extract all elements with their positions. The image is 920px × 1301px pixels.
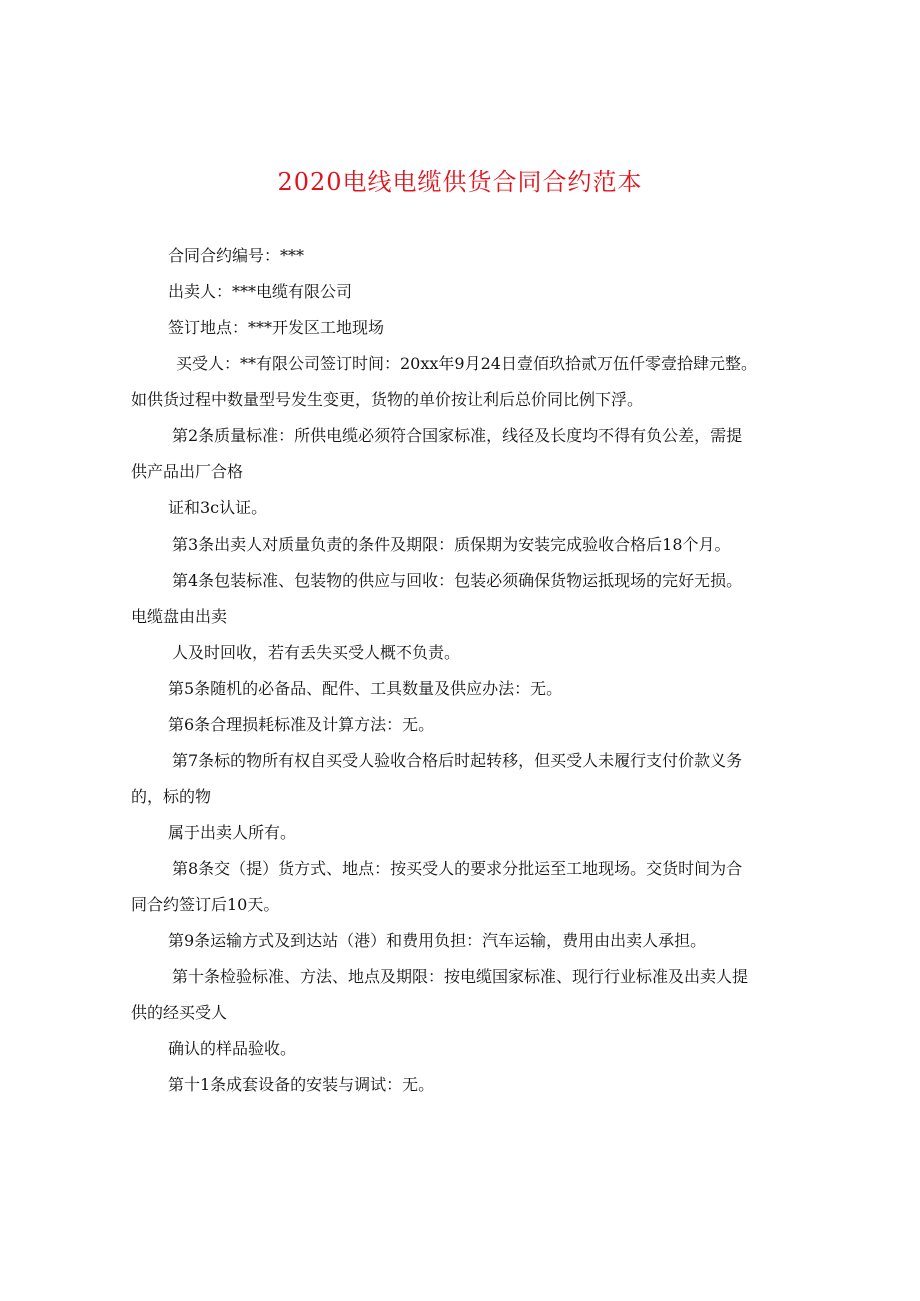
clause-11-line: 第十1条成套设备的安装与调试：无。: [168, 1075, 435, 1094]
clause-10-line-2: 供的经买受人: [131, 1003, 228, 1022]
clause-2-line-3: 证和3c认证。: [168, 498, 268, 517]
clause-2-line-2: 供产品出厂合格: [131, 462, 244, 481]
price-adjustment-line: 如供货过程中数量型号发生变更，货物的单价按让利后总价同比例下浮。: [131, 390, 644, 409]
clause-10-line-3: 确认的样品验收。: [168, 1039, 297, 1058]
clause-9-line: 第9条运输方式及到达站（港）和费用负担：汽车运输，费用由出卖人承担。: [168, 931, 707, 950]
buyer-line: 买受人：**有限公司签订时间：20xx年9月24日壹佰玖拾贰万伍仟零壹拾肆元整。: [176, 354, 757, 373]
signing-place-line: 签订地点：***开发区工地现场: [168, 318, 385, 337]
clause-6-line: 第6条合理损耗标准及计算方法：无。: [168, 715, 435, 734]
clause-7-line-2: 的，标的物: [131, 787, 212, 806]
clause-8-line-2: 同合约签订后10天。: [131, 895, 280, 914]
clause-8-line-1: 第8条交（提）货方式、地点：按买受人的要求分批运至工地现场。交货时间为合: [172, 859, 743, 878]
clause-10-line-1: 第十条检验标准、方法、地点及期限：按电缆国家标准、现行行业标准及出卖人提: [172, 967, 749, 986]
seller-line: 出卖人：***电缆有限公司: [168, 282, 353, 301]
clause-4-line-2: 电缆盘由出卖: [131, 607, 228, 626]
clause-7-line-1: 第7条标的物所有权自买受人验收合格后时起转移，但买受人未履行支付价款义务: [172, 751, 743, 770]
clause-5-line: 第5条随机的必备品、配件、工具数量及供应办法：无。: [168, 679, 563, 698]
clause-4-line-3: 人及时回收，若有丢失买受人概不负责。: [172, 643, 461, 662]
clause-4-line-1: 第4条包装标准、包装物的供应与回收：包装必须确保货物运抵现场的完好无损。: [172, 571, 743, 590]
contract-number-line: 合同合约编号：***: [168, 246, 305, 265]
clause-7-line-3: 属于出卖人所有。: [168, 823, 297, 842]
document-title: 2020电线电缆供货合同合约范本: [277, 168, 643, 196]
clause-2-line-1: 第2条质量标准：所供电缆必须符合国家标准，线径及长度均不得有负公差，需提: [172, 426, 743, 445]
clause-3-line: 第3条出卖人对质量负责的条件及期限：质保期为安装完成验收合格后18个月。: [172, 535, 731, 554]
